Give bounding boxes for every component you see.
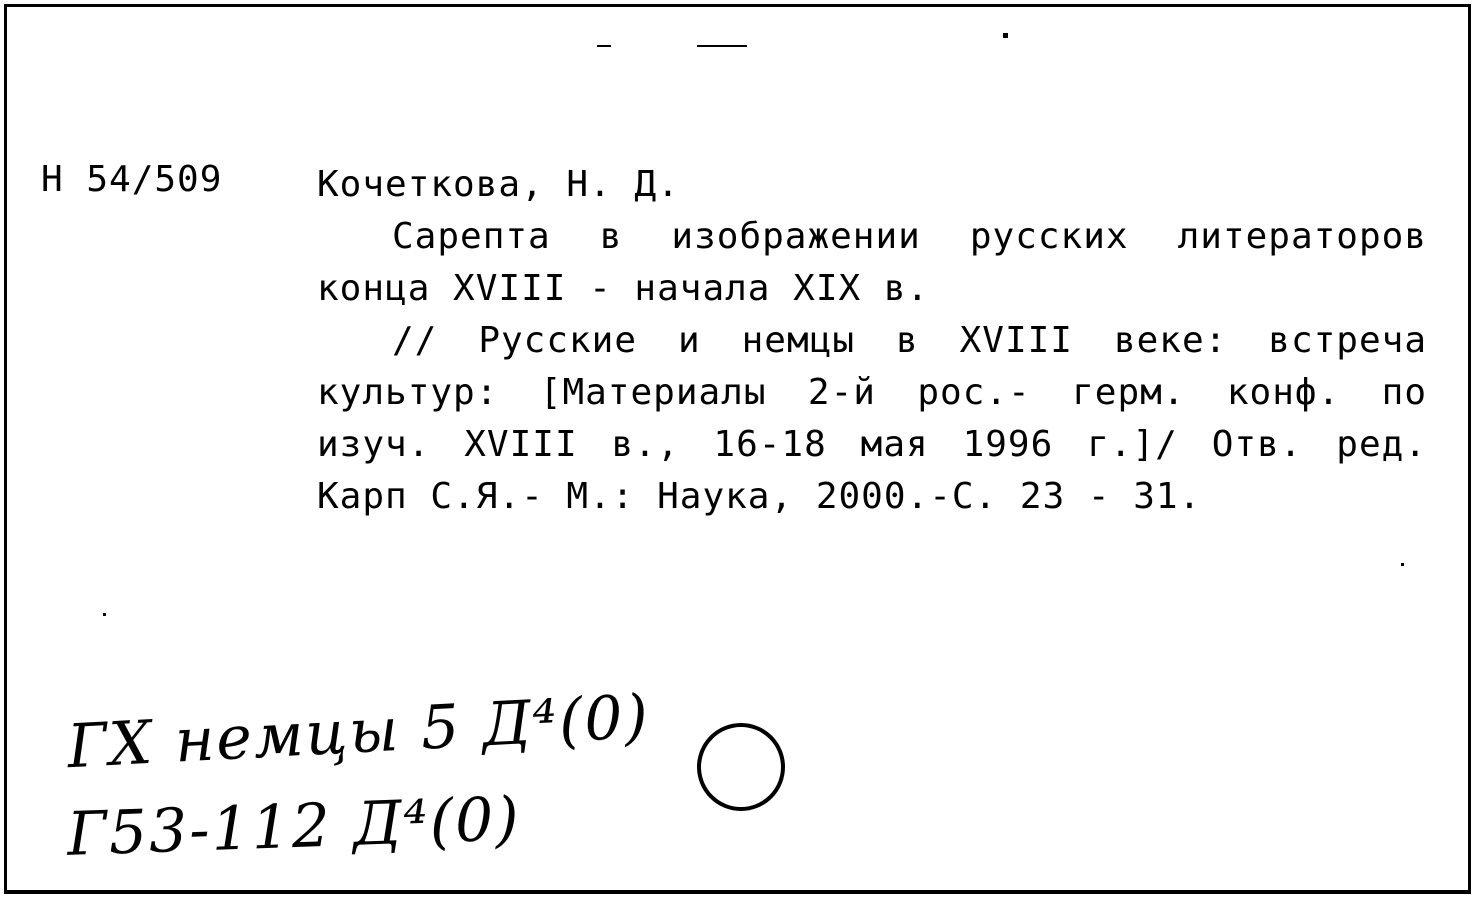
speck	[1401, 563, 1404, 566]
source: // Русские и немцы в XVIII веке: встреча культур: [Материалы 2-й рос.- герм. конф. по изуч. XVIII в., 16-18 мая 1996 г.]/ Отв. ред. Карп С.Я.- М.: Наука, 2000.-С. 23 - 31.	[317, 320, 1427, 517]
handwritten-classification-2: Г53-112 Д⁴(0)	[65, 784, 522, 870]
handwritten-classification-1: ГХ немцы 5 Д⁴(0)	[65, 681, 652, 783]
speck	[103, 613, 106, 616]
punch-hole-icon	[693, 719, 789, 815]
speck	[697, 45, 747, 47]
bibliographic-entry	[317, 159, 1427, 523]
title: Сарепта в изображении русских литераторов конца XVIII - начала XIX в.	[317, 216, 1427, 309]
author: Кочеткова, Н. Д.	[317, 164, 680, 205]
shelfmark: Н 54/509	[41, 159, 223, 200]
catalog-card	[4, 4, 1471, 894]
speck	[597, 45, 611, 47]
speck	[1003, 33, 1008, 38]
